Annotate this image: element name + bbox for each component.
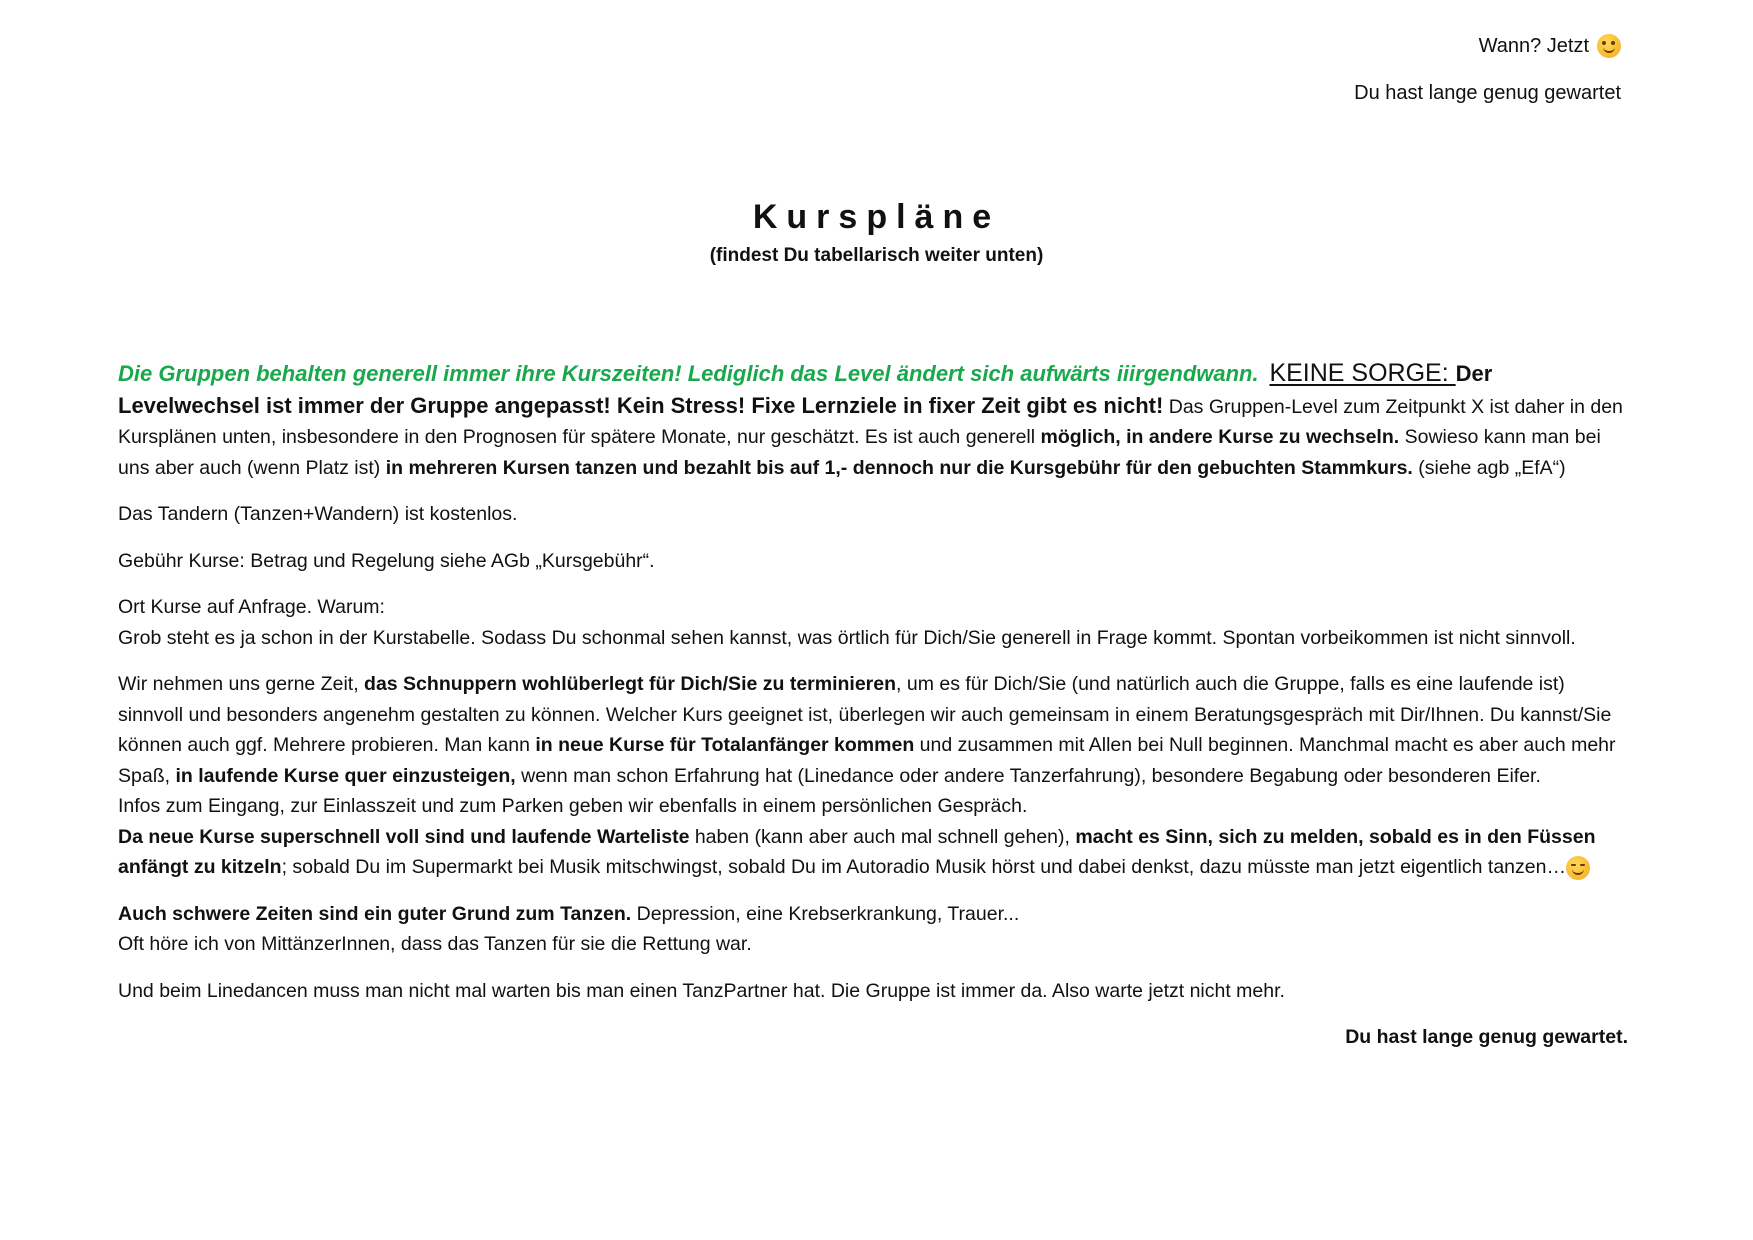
- gebuehr-paragraph: Gebühr Kurse: Betrag und Regelung siehe AGb „Kursgebühr“.: [118, 549, 655, 572]
- kitzeln-text: ; sobald Du im Supermarkt bei Musik mitschwingst, sobald Du im Autoradio Musik hörst und dabei denkst, dazu müsste man jetzt eigentlich tanzen…: [281, 856, 1566, 878]
- header-line-1-text: Wann? Jetzt: [1478, 34, 1589, 57]
- warteliste-bold: Da neue Kurse superschnell voll sind und laufende Warteliste: [118, 825, 690, 848]
- intro-text-2: Sowieso kann man bei uns aber auch (wenn Platz ist): [118, 426, 1601, 479]
- schnuppern-text-1: Wir nehmen uns gerne Zeit,: [118, 673, 365, 695]
- intro-bold-text: Der Levelwechsel ist immer der Gruppe angepasst! Kein Stress! Fixe Lernziele in fixer Zeit gibt es nicht!: [118, 361, 1493, 418]
- intro-text-3: (siehe agb „EfA“): [1412, 456, 1566, 479]
- header-line-2: Du hast lange genug gewartet: [1354, 82, 1621, 104]
- warteliste-text: haben (kann aber auch mal schnell gehen),: [689, 825, 1076, 848]
- schnuppern-text-3: und zusammen mit Allen bei Null beginnen. Manchmal macht es aber auch mehr Spaß,: [118, 734, 1616, 787]
- schnuppern-text-4: wenn man schon Erfahrung hat (Linedance oder andere Tanzerfahrung), besondere Begabung oder besonderen Eifer.: [515, 764, 1541, 787]
- intro-bold-2: in mehreren Kursen tanzen und bezahlt bis auf 1,- dennoch nur die Kursgebühr für den gebuchten Stammkurs.: [385, 456, 1413, 479]
- ort-paragraph: [118, 592, 1628, 653]
- intro-bold-1: möglich, in andere Kurse zu wechseln.: [1040, 426, 1400, 448]
- keine-sorge-label: KEINE SORGE:: [1269, 359, 1456, 387]
- page-subtitle: (findest Du tabellarisch weiter unten): [709, 245, 1044, 266]
- schwere-zeiten-paragraph: [118, 899, 1628, 960]
- melden-bold: macht es Sinn, sich zu melden, sobald es in den Füssen anfängt zu kitzeln: [118, 825, 1596, 878]
- schwere-text: Depression, eine Krebserkrankung, Trauer...: [631, 902, 1020, 925]
- schnuppern-text-2: , um es für Dich/Sie (und natürlich auch die Gruppe, falls es eine laufende ist) sinnvoll und besonders angenehm gestalten zu können. Welcher Kurs geeignet ist, überlegen wir auch gemeinsam in einem Beratungsgespräch mit Dir/Ihnen. Du kannst/Sie können auch ggf. Mehrere probieren. Man kann: [118, 673, 1612, 756]
- schnuppern-bold-2: in neue Kurse für Totalanfänger kommen: [535, 734, 915, 756]
- intro-paragraph: [118, 358, 1628, 483]
- tandern-paragraph: Das Tandern (Tanzen+Wandern) ist kostenlos.: [118, 503, 518, 525]
- schwere-bold: Auch schwere Zeiten sind ein guter Grund zum Tanzen.: [118, 902, 632, 925]
- body-content: [118, 358, 1628, 1069]
- schnuppern-paragraph: [118, 669, 1628, 883]
- ort-line-1: Ort Kurse auf Anfrage. Warum:: [118, 596, 385, 618]
- intro-green-text: Die Gruppen behalten generell immer ihre Kurszeiten! Lediglich das Level ändert sich aufwärts iiirgendwann.: [118, 361, 1259, 386]
- page-title: Kurspläne: [752, 198, 1001, 236]
- schnuppern-bold-3: in laufende Kurse quer einzusteigen,: [175, 764, 516, 787]
- closing-line: Du hast lange genug gewartet.: [1345, 1026, 1628, 1048]
- infos-line: Infos zum Eingang, zur Einlasszeit und zum Parken geben wir ebenfalls in einem persönlichen Gespräch.: [118, 795, 1028, 817]
- intro-text-1: Das Gruppen-Level zum Zeitpunkt X ist daher in den Kursplänen unten, insbesondere in den Prognosen für spätere Monate, nur geschätzt. Es ist auch generell: [118, 395, 1623, 448]
- header-line-1: [1479, 34, 1621, 58]
- winking-face-icon: [1566, 856, 1590, 880]
- smiling-face-icon: [1597, 34, 1621, 58]
- ort-line-2: Grob steht es ja schon in der Kurstabelle. Sodass Du schonmal sehen kannst, was örtlich für Dich/Sie generell in Frage kommt. Spontan vorbeikommen ist nicht sinnvoll.: [118, 626, 1576, 649]
- schnuppern-bold-1: das Schnuppern wohlüberlegt für Dich/Sie zu terminieren: [364, 673, 897, 695]
- rettung-line: Oft höre ich von MittänzerInnen, dass das Tanzen für sie die Rettung war.: [118, 933, 752, 955]
- linedance-paragraph: Und beim Linedancen muss man nicht mal warten bis man einen TanzPartner hat. Die Gruppe ist immer da. Also warte jetzt nicht mehr.: [118, 979, 1285, 1002]
